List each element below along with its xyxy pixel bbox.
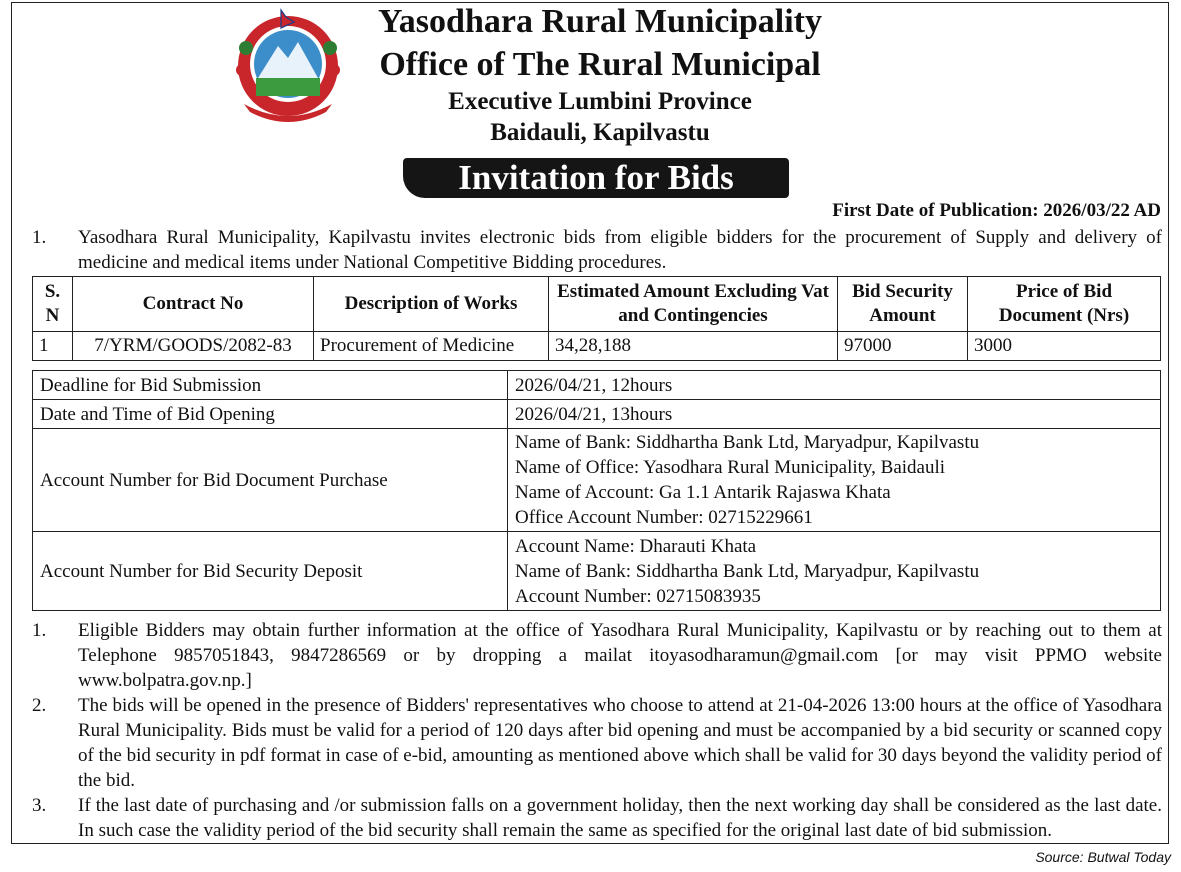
contract-table <box>32 276 1161 361</box>
deposit-account-name: Account Name: Dharauti Khata <box>515 535 757 557</box>
note-text: The bids will be opened in the presence of Bidders' representatives who choose to attend at 21-04-2026 13:00 hours at the office of Yasodhara Rural Municipality. Bids must be valid for a period of 120 days after bid opening and must be accompanied by a bid security or scanned copy of the bid security in pdf format in case of e-bid, amounting as mentioned above which shall be valid for 30 days beyond the validity period of the bid. <box>78 695 1162 791</box>
contract-table-header <box>33 277 1161 332</box>
intro-number: 1. <box>32 227 47 248</box>
deadline-value: 2026/04/21, 12hours <box>508 371 1161 400</box>
table-row <box>33 332 1161 361</box>
table-row <box>33 400 1161 429</box>
purchase-office: Name of Office: Yasodhara Rural Municipality, Baidauli <box>515 457 946 478</box>
deposit-label: Account Number for Bid Security Deposit <box>33 532 508 611</box>
header-contract-no: Contract No <box>73 277 314 332</box>
bid-info-table <box>32 370 1161 611</box>
header-security: Bid Security Amount <box>838 277 968 332</box>
purchase-bank: Name of Bank: Siddhartha Bank Ltd, Maryadpur, Kapilvastu <box>515 432 980 453</box>
purchase-account-name: Name of Account: Ga 1.1 Antarik Rajaswa Khata <box>515 482 891 503</box>
header-price: Price of Bid Document (Nrs) <box>968 277 1161 332</box>
purchase-details <box>508 429 1161 532</box>
deposit-bank: Name of Bank: Siddhartha Bank Ltd, Maryadpur, Kapilvastu <box>515 560 980 582</box>
purchase-label: Account Number for Bid Document Purchase <box>33 429 508 532</box>
table-row <box>33 532 1161 611</box>
table-row <box>33 371 1161 400</box>
intro-paragraph <box>32 225 1162 275</box>
deposit-account-number: Account Number: 02715083935 <box>515 585 761 607</box>
intro-text: Yasodhara Rural Municipality, Kapilvastu invites electronic bids from eligible bidders for the procurement of Supply and delivery of medicine and medical items under National Competitive Bidding procedures. <box>78 227 1162 273</box>
header-province: Executive Lumbini Province <box>448 88 752 115</box>
cell-contract-no: 7/YRM/GOODS/2082-83 <box>73 332 314 361</box>
note-number: 2. <box>32 695 47 716</box>
header-description: Description of Works <box>314 277 549 332</box>
deadline-label: Deadline for Bid Submission <box>33 371 508 400</box>
note-text: If the last date of purchasing and /or submission falls on a government holiday, then the next working day shall be considered as the last date. In such case the validity period of the bid security shall remain the same as specified for the original last date of bid submission. <box>78 795 1162 841</box>
note-number: 1. <box>32 620 47 641</box>
cell-sn: 1 <box>33 332 73 361</box>
cell-description: Procurement of Medicine <box>314 332 549 361</box>
note-text: Eligible Bidders may obtain further information at the office of Yasodhara Rural Municipality, Kapilvastu or by reaching out to them at Telephone 9857051843, 9847286569 or by dropping a mailat itoyasodharamun@gmail.com [or may visit PPMO website www.bolpatra.gov.np.] <box>78 620 1162 691</box>
header-estimate: Estimated Amount Excluding Vat and Contingencies <box>549 277 838 332</box>
header-location: Baidauli, Kapilvastu <box>490 119 710 146</box>
note-item <box>32 693 1162 793</box>
cell-security: 97000 <box>838 332 968 361</box>
note-number: 3. <box>32 795 47 816</box>
purchase-account-number: Office Account Number: 02715229661 <box>515 507 813 528</box>
table-row <box>33 429 1161 532</box>
opening-label: Date and Time of Bid Opening <box>33 400 508 429</box>
note-item <box>32 793 1162 843</box>
header-sn: S. N <box>33 277 73 332</box>
opening-value: 2026/04/21, 13hours <box>508 400 1161 429</box>
note-item <box>32 618 1162 693</box>
cell-price: 3000 <box>968 332 1161 361</box>
source-credit: Source: Butwal Today <box>1035 849 1171 865</box>
header-municipality: Yasodhara Rural Municipality <box>378 3 822 40</box>
header-office: Office of The Rural Municipal <box>379 46 821 83</box>
cell-estimate: 34,28,188 <box>549 332 838 361</box>
title-banner: Invitation for Bids <box>403 158 789 198</box>
publication-date: First Date of Publication: 2026/03/22 AD <box>832 200 1161 221</box>
deposit-details <box>508 532 1161 611</box>
